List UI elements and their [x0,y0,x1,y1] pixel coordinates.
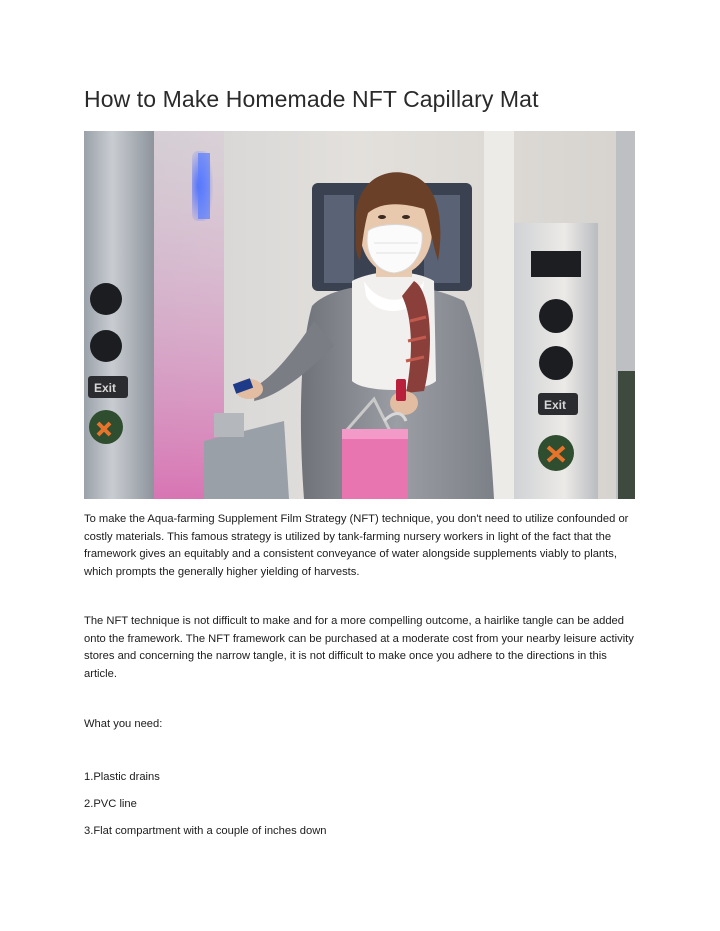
paragraph: The NFT technique is not difficult to make and for a more compelling outcome, a hairlike tangle can be added onto the framework. The NFT framework can be purchased at a moderate cost from your nearby leisure activity stores and concerning the narrow tangle, it is not difficult to make once you adhere to the directions in this article. [84,615,634,680]
indicator-light [90,283,122,315]
exit-sign-text: Exit [544,398,567,412]
list-item: 1.Plastic drains [84,771,160,783]
left-turnstile [84,131,154,499]
exit-sign-text: Exit [94,381,117,395]
indicator-light [90,330,122,362]
section-label: What you need: [84,718,163,730]
indicator-light [539,346,573,380]
list-item: 2.PVC line [84,798,137,810]
page-title: How to Make Homemade NFT Capillary Mat [84,86,539,112]
list-item: 3.Flat compartment with a couple of inches down [84,825,327,837]
indicator-light [539,299,573,333]
article-photo [84,131,635,499]
paragraph: To make the Aqua-farming Supplement Film Strategy (NFT) technique, you don't need to utilize confounded or costly materials. This famous strategy is utilized by tank-farming nursery workers in light of the fact that the framework gives an equitably and a consistent conveyance of water alongside supplements viably to plants, which prompts the generally higher yielding of harvests. [84,513,629,578]
pink-shopping-bag [342,429,408,499]
